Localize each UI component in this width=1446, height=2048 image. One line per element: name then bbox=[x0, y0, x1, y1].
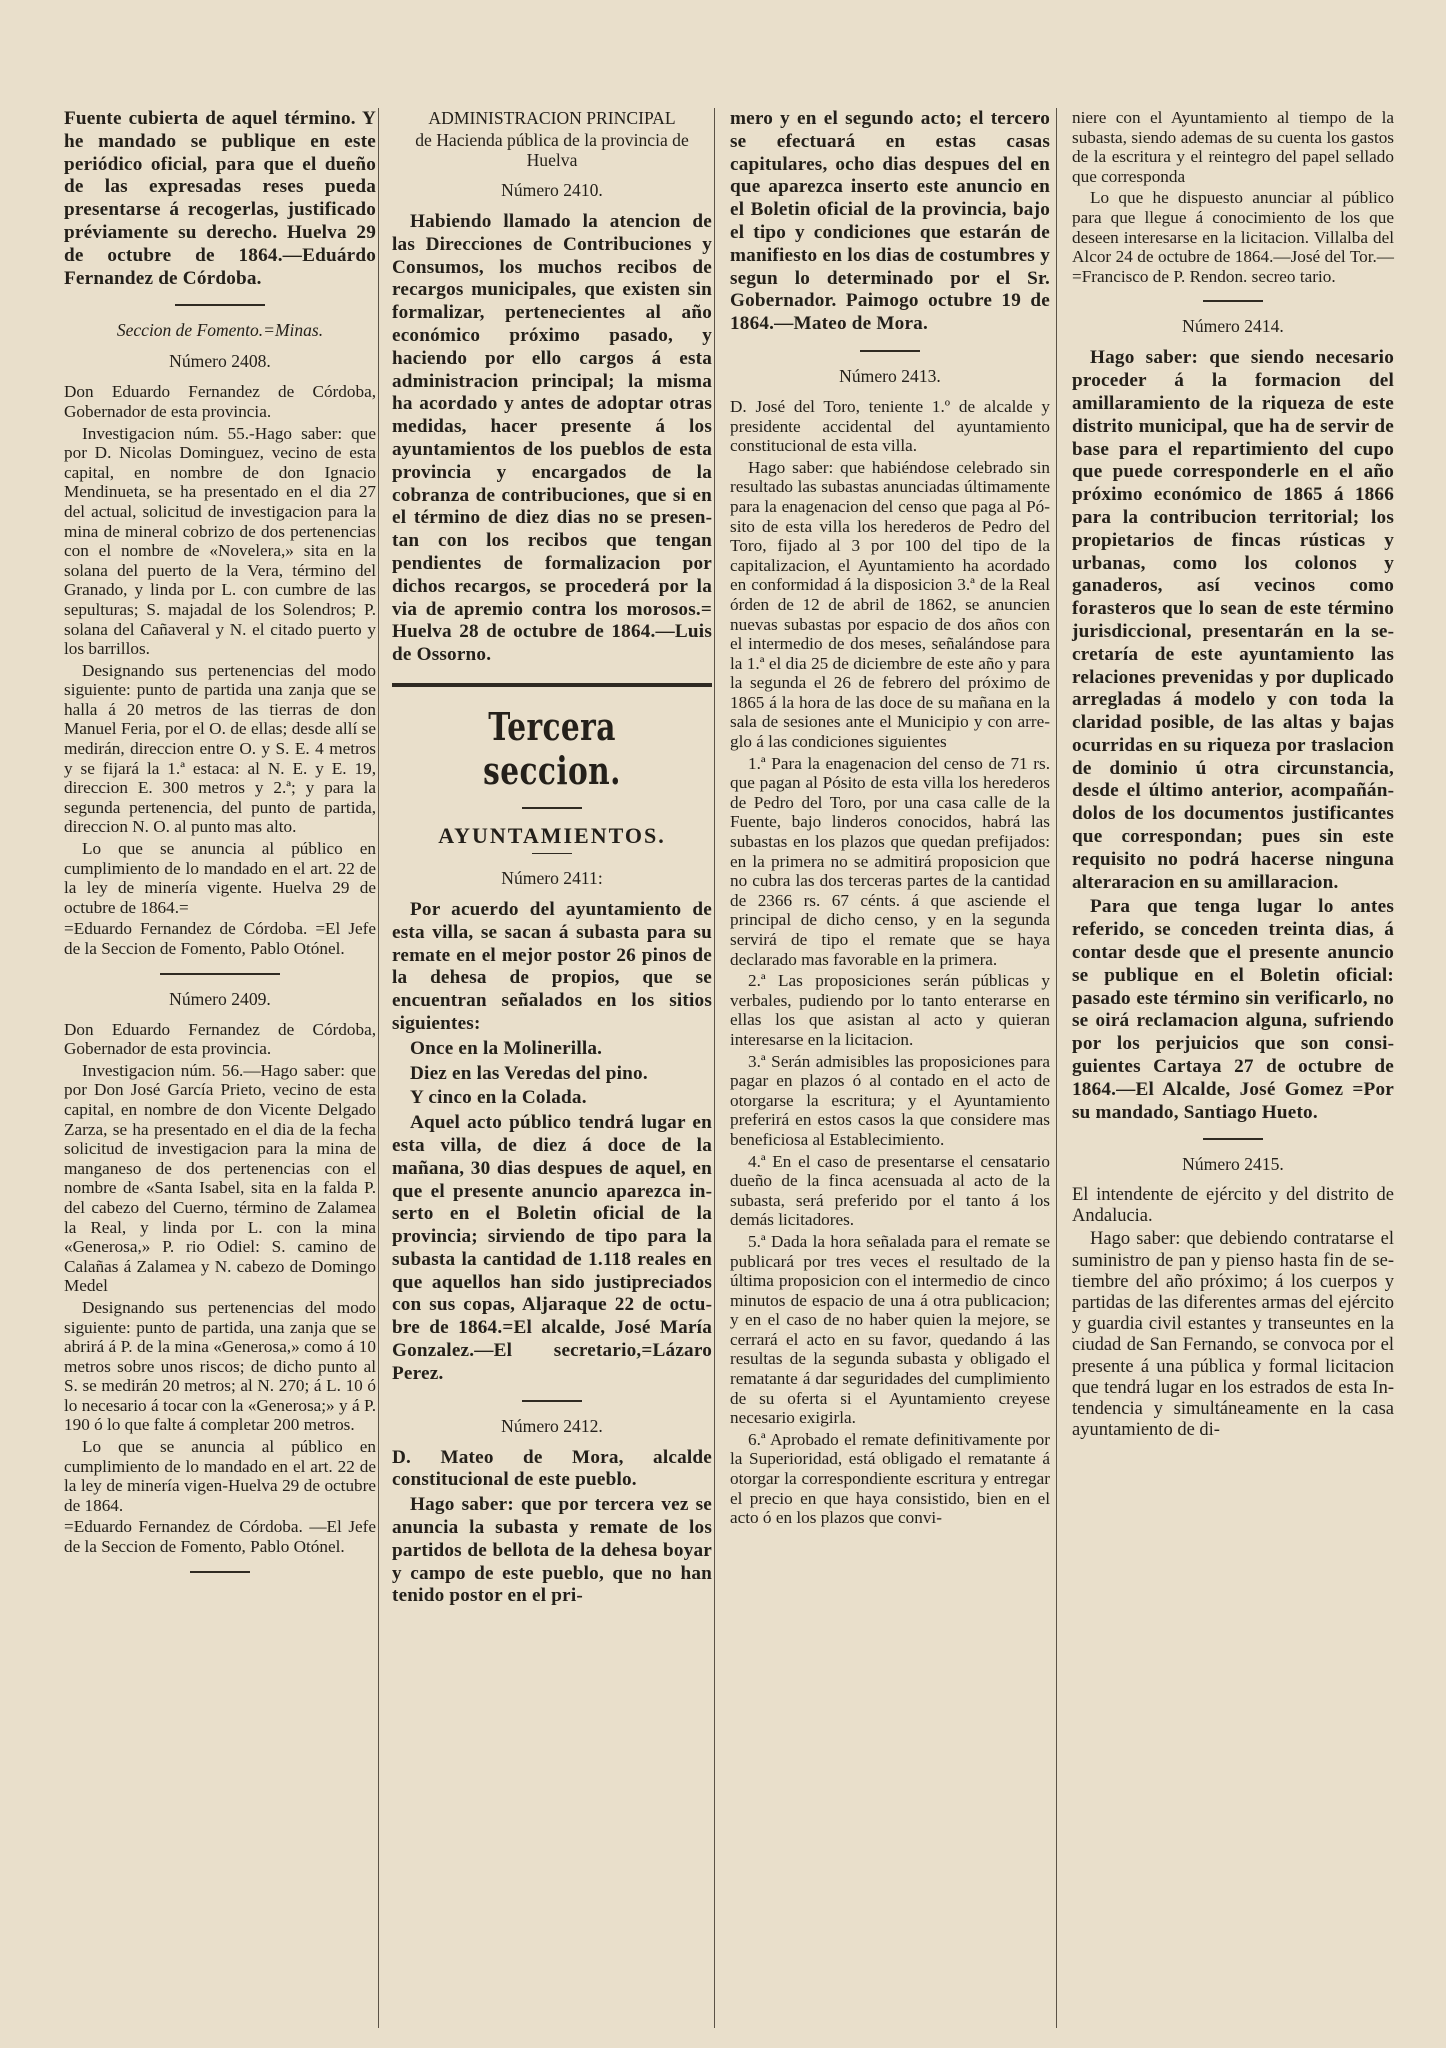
notice-paragraph: Investigacion núm. 55.-Hago saber: que por D. Nicolas Dominguez, vecino de esta capital, en nombre de don Ignacio Mendinueta, se ha presentado en el dia 27 del actual, solicitud de investigacion para la mina de mineral cobrizo de dos pertenencias con el nombre de «Novelera,» sita en la solana del puerto de la Vera, término del Granado, y linda por L. con cumbre de las sepulturas; S. majadal de los Solendros; P. solana del Cañaveral y N. el citado puerto y los barrillos. bbox=[64, 423, 376, 659]
separator-rule bbox=[860, 350, 920, 352]
notice-paragraph: Y cinco en la Colada. bbox=[410, 1087, 587, 1109]
separator-rule bbox=[532, 853, 572, 854]
notice-paragraph: Lo que se anuncia al público en cumplimiento de lo mandado en el art. 22 de la ley de minería vigente. Huelva 29 de octubre de 1864.= bbox=[64, 839, 376, 917]
notice-number: Número 2411: bbox=[501, 867, 603, 888]
condition-4: 4.ª En el caso de presentarse el censatario dueño de la finca acensuada al acto de la subasta, será preferido por el tanto á los demás licitadores. bbox=[730, 1151, 1050, 1230]
separator-rule bbox=[1203, 300, 1263, 302]
condition-3: 3.ª Serán admisibles las proposiciones para pagar en plazos ó al contado en el acto de otorgarse la escritura; y el Ayuntamiento preferirá en estos casos la que considere mas beneficiosa al Establecimiento. bbox=[730, 1051, 1050, 1149]
notice-intro: D. Mateo de Mora, alcalde constitucional de este pueblo. bbox=[392, 1446, 712, 1491]
notice-number: Número 2412. bbox=[501, 1415, 603, 1436]
notice-paragraph: Hago saber: que por tercera vez se anuncia la subasta y remate de los partidos de bellota de la dehesa boyar y campo de este pueblo, que no han tenido postor en el pri- bbox=[392, 1494, 712, 1607]
condition-2: 2.ª Las proposiciones serán públicas y verbales, pudiendo por lo tanto enterarse en ellas los que asistan al acto y quieran interesarse en la licitacion. bbox=[730, 971, 1050, 1049]
notice-intro: D. José del Toro, teniente 1.º de alcalde y presidente accidental del ayuntamiento constitucional de esta villa. bbox=[730, 396, 1050, 456]
administration-title: ADMINISTRACION PRINCIPAL bbox=[428, 108, 676, 128]
notice-number: Número 2408. bbox=[169, 351, 271, 372]
section-subtitle: AYUNTAMIENTOS. bbox=[438, 822, 666, 848]
notice-intro: Don Eduardo Fernandez de Córdoba, Gobernador de esta provincia. bbox=[64, 1019, 376, 1059]
condition-6: 6.ª Aprobado el remate definitivamente por la Superioridad, está obligado el rematante á otorgar la correspondiente escritura y entregar el precio en que haya consistido, bien en el acto ó en los plazos que convi- bbox=[730, 1429, 1050, 1528]
separator-rule bbox=[175, 304, 265, 306]
notice-number: Número 2409. bbox=[169, 988, 271, 1009]
section-rule bbox=[392, 683, 712, 687]
separator-rule bbox=[190, 1571, 250, 1573]
notice-paragraph: Hago saber: que siendo necesario proceder á la formacion del amillaramiento de la riqueza de este distrito municipal, que ha de servir de base para el repartimiento del cupo que puede corresponderle en el año próximo económico de 1865 á 1866 para la contribucion territorial; los propietarios de fincas rústicas y urbanas, como los colonos y ganaderos, así vecinos como forasteros que lo sean de este término jurisdiccional, presentarán en la secretaría de este ayuntamiento las relaciones prevenidas y por duplicado arregladas á modelo y con toda la claridad posible, de las altas y bajas ocurridas en su riqueza por traslacion de dominio ú otra circunstancia, desde el último anterior, acompañándolos de los documentos justificantes que correspondan; pues sin este requisito no podrá hacerse ninguna alteraracion en su amillaracion. bbox=[1072, 347, 1394, 893]
notice-paragraph: Habiendo llamado la atencion de las Direcciones de Contribuciones y Consumos, los muchos recibos de recargos municipales, que existen sin formalizar, pertenecientes al año económico próximo pasado, y haciendo por ello cargos á esta administracion principal; la misma ha acordado y antes de adoptar otras medidas, hacer presente á los ayuntamientos de los pueblos de esta provincia y encargados de la cobranza de contribuciones, que si en el término de diez dias no se presentan con los recibos que tengan pendientes de formalizacion por dichos recargos, se procederá por la via de apremio contra los morosos.= Huelva 28 de octubre de 1864.—Luis de Ossorno. bbox=[392, 211, 712, 666]
notice-number: Número 2415. bbox=[1182, 1154, 1284, 1175]
notice-paragraph: Diez en las Veredas del pino. bbox=[410, 1062, 648, 1084]
notice-number: Número 2410. bbox=[501, 180, 603, 200]
notice-signature: =Eduardo Fernandez de Córdoba. —El Jefe de la Seccion de Fomento, Pablo Otónel. bbox=[64, 1517, 376, 1557]
continued-notice: niere con el Ayuntamiento al tiempo de la subasta, siendo ademas de su cuenta los gastos de la escritura y el reintegro del papel sellado que corresponda bbox=[1072, 108, 1394, 186]
notice-paragraph: Designando sus pertenencias del modo siguiente: punto de partida, una zanja que se abrirá á P. de la mina «Generosa,» como á 10 metros sobre unos riscos; de dicho punto al S. se medirán 20 metros; al N. 270; á L. 10 ó lo necesario á tocar con la «Generosa;» y á P. 190 ó lo que falte á completar 200 metros. bbox=[64, 1297, 376, 1435]
notice-paragraph: Aquel acto público tendrá lugar en esta villa, de diez á doce de la mañana, 30 dias despues de aquel, en que el presente anuncio aparezca inserto en el Boletin oficial de la provincia; sirviendo de tipo para la subasta la cantidad de 1.118 reales en que aquellos han sido justipreciados con sus copas, Aljaraque 22 de octubre de 1864.=El alcalde, José María Gonzalez.—El secretario,=Lázaro Perez. bbox=[392, 1112, 712, 1384]
administration-subtitle: de Hacienda pública de la provincia de Huelva bbox=[415, 130, 689, 170]
section-heading: Seccion de Fomento.=Minas. bbox=[116, 320, 324, 341]
continued-notice: Fuente cubierta de aquel término. Y he mandado se publique en este periódico oficial, para que el dueño de las expresadas reses pueda presentarse á recogerlas, justificado préviamente su derecho. Huelva 29 de octubre de 1864.—Eduárdo Fernandez de Córdoba. bbox=[64, 108, 376, 289]
notice-paragraph: Investigacion núm. 56.—Hago saber: que por Don José García Prieto, vecino de esta capital, en nombre de don Vicente Delgado Zarza, se ha presentado en el dia de la fecha solicitud de investigacion para la mina de manganeso de dos pertenencias con el nombre de «Santa Isabel, sita en la falda P. del cabezo del Cuerno, término de Zalamea la Real, y linda por L. con la mina «Generosa,» P. rio Odiel: S. camino de Calañas á Zalamea y N. cabezo de Domingo Medel bbox=[64, 1060, 376, 1296]
notice-intro: Don Eduardo Fernandez de Córdoba, Gobernador de esta provincia. bbox=[64, 382, 376, 421]
separator-rule bbox=[1203, 1138, 1263, 1140]
notice-paragraph: Lo que se anuncia al público en cumplimiento de lo mandado en el art. 22 de la ley de minería vigen-Huelva 29 de octubre de 1864. bbox=[64, 1437, 376, 1515]
separator-rule bbox=[522, 1400, 582, 1402]
column-1 bbox=[58, 108, 382, 2024]
section-title: Tercera seccion. bbox=[483, 703, 621, 793]
notice-paragraph: Hago saber: que debiendo contratarse el suministro de pan y pienso hasta fin de setiembre del año próximo; á los cuerpos y partidas de las diferentes armas del ejército y guardia civil estantes y transeuntes en la ciudad de San Fernando, se convoca por el presente á una pública y formal licitacion que tendrá lugar en los estrados de esta Intendencia y simultáneamente en la casa ayuntamiento de di- bbox=[1072, 1229, 1394, 1441]
notice-paragraph: Por acuerdo del ayuntamiento de esta villa, se sacan á subasta para su remate en el mejor postor 26 pinos de la dehesa de propios, que se encuentran señalados en los sitios siguientes: bbox=[392, 898, 712, 1034]
notice-paragraph: Designando sus pertenencias del modo siguiente: punto de partida una zanja que se halla á 20 metros de las tierras de don Manuel Feria, por el O. de ellas; desde allí se medirán, direccion entre O. y S. E. 4 metros y se fijará la 1.ª estaca: al N. E. y E. 19, direccion E. 300 metros y 2.ª; y para la segunda pertenencia, del punto de partida, direccion N. O. al punto mas alto. bbox=[64, 660, 376, 837]
column-divider bbox=[1056, 108, 1057, 2028]
notice-paragraph: Lo que he dispuesto anunciar al público para que llegue á conocimiento de los que deseen interesarse en la licitacion. Villalba del Alcor 24 de octubre de 1864.—José del Tor.— =Francisco de P. Rendon. secreo tario. bbox=[1072, 188, 1394, 286]
notice-intro: El intendente de ejército y del distrito de Andalucia. bbox=[1072, 1185, 1394, 1227]
notice-paragraph: Para que tenga lugar lo antes referido, se conceden treinta dias, á contar desde que el presente anuncio se publique en el Boletin oficial: pasado este término sin verificarlo, no se oirá reclamacion alguna, sufriendo por los perjuicios que son consiguientes Cartaya 27 de octubre de 1864.—El Alcalde, José Gomez =Por su mandado, Santiago Hueto. bbox=[1072, 896, 1394, 1123]
separator-rule bbox=[522, 807, 582, 809]
notice-paragraph: Once en la Molinerilla. bbox=[410, 1037, 603, 1059]
condition-1: 1.ª Para la enagenacion del censo de 71 rs. que pagan al Pósito de esta villa los herederos de Pedro del Toro, por una casa calle de la Fuente, bajo linderos conocidos, habrá las subastas en los plazos que quedan prefijados: en la primera no se admitirá proposicion que no cubra las dos terceras partes de la cantidad de 2366 rs. 67 cénts. á que asciende el principal de dicho censo, y en la segunda servirá de tipo el remate que se haya declarado mas favorable en la primera. bbox=[730, 753, 1050, 969]
notice-number: Número 2413. bbox=[839, 365, 941, 386]
notice-signature: =Eduardo Fernandez de Córdoba. =El Jefe de la Seccion de Fomento, Pablo Otónel. bbox=[64, 919, 376, 958]
column-4 bbox=[1066, 108, 1400, 2024]
continued-notice: mero y en el segundo acto; el tercero se efectuará en estas casas capitulares, ocho dias despues del en que aparezca inserto este anuncio en el Boletin oficial de la provincia, bajo el tipo y condiciones que estarán de manifiesto en los dias de costumbres y segun lo determinado por el Sr. Gobernador. Paimogo octubre 19 de 1864.—Mateo de Mora. bbox=[730, 108, 1050, 335]
notice-paragraph: Hago saber: que habiéndose celebrado sin resultado las subastas anunciadas últimamente para la enagenacion del censo que paga al Pósito de esta villa los herederos de Pedro del Toro, fijado al 3 por 100 del tipo de la capitalizacion, el Ayuntamiento ha acordado en conformidad á la disposicion 3.ª de la Real órden de 12 de abril de 1862, se anuncien nuevas subastas por espacio de dos años con el intermedio de dos meses, señalándose para la 1.ª el dia 25 de diciembre de este año y para la segunda el 26 de febrero del próximo de 1865 á la hora de las doce de su mañana en la sala de sesiones ante el Municipio y con arreglo á las condiciones siguientes bbox=[730, 457, 1050, 752]
notice-number: Número 2414. bbox=[1182, 316, 1284, 337]
condition-5: 5.ª Dada la hora señalada para el remate se publicará por tres veces el resultado de la última proposicion con el intermedio de cinco minutos de espacio de una á otra publicacion; y en el caso de no haber quien la mejore, se cerrará el acto en su favor, quedando á las resultas de la segunda subasta y obligado el rematante á dar seguridades del cumplimiento de su oferta si el Ayuntamiento creyese necesario exigirla. bbox=[730, 1231, 1050, 1428]
separator-rule bbox=[160, 973, 280, 975]
column-2 bbox=[386, 108, 718, 2024]
column-3 bbox=[724, 108, 1056, 2024]
